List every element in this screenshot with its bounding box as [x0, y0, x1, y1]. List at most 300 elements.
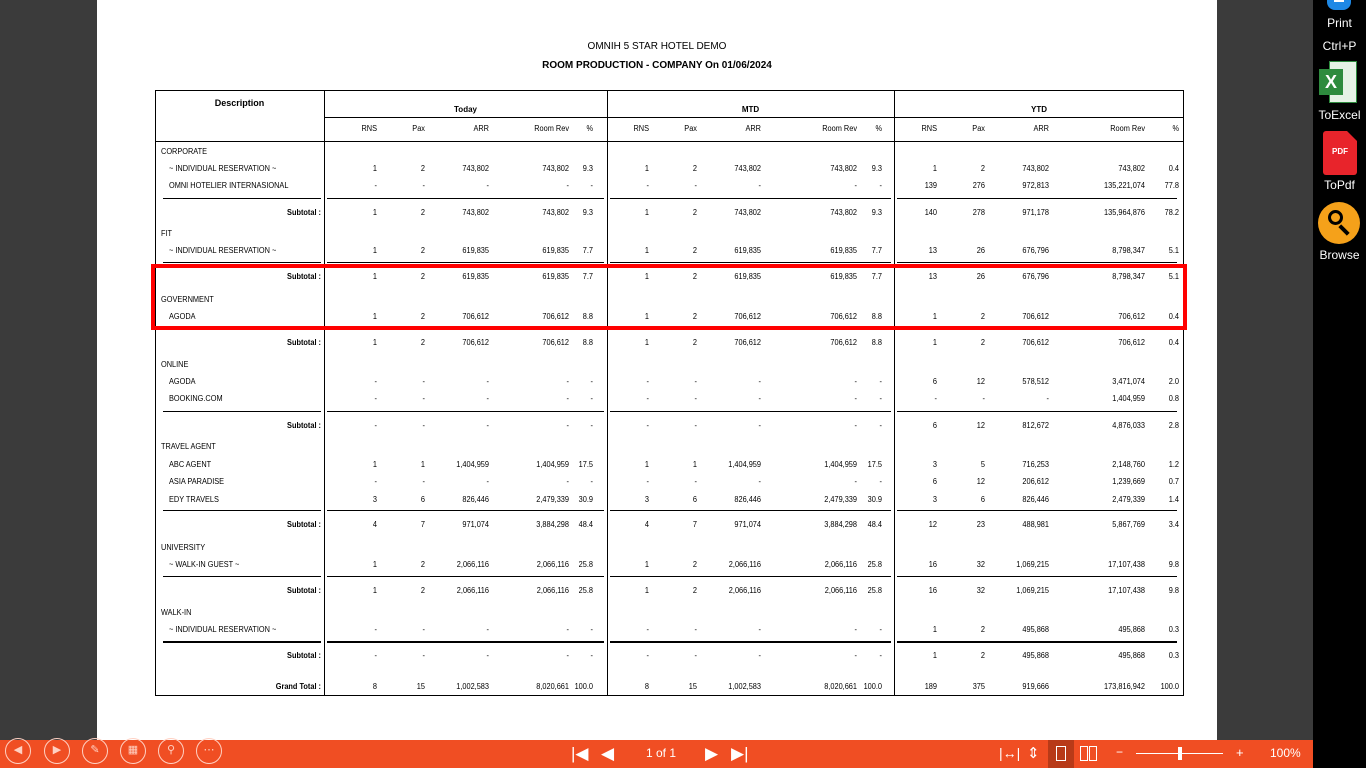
table-cell: 619,835	[830, 246, 857, 255]
table-cell: -	[646, 421, 649, 430]
item-label: AGODA	[169, 312, 196, 321]
table-cell: 140	[924, 208, 937, 217]
next-circle-icon[interactable]: ▶	[44, 738, 70, 764]
table-cell: 619,835	[542, 272, 569, 281]
table-cell: 578,512	[1022, 377, 1049, 386]
table-cell: 743,802	[1118, 164, 1145, 173]
table-cell: 23	[976, 520, 985, 529]
zoom-level: 100%	[1270, 746, 1301, 760]
table-cell: -	[374, 651, 377, 660]
table-cell: -	[422, 421, 425, 430]
subtotal-label: Subtotal :	[287, 208, 321, 217]
table-cell: 495,868	[1118, 625, 1145, 634]
table-cell: 3	[644, 495, 649, 504]
to-pdf-button[interactable]	[1313, 128, 1366, 194]
table-cell: -	[934, 394, 937, 403]
table-cell: 1,404,959	[1112, 394, 1145, 403]
column-header-arr: ARR	[1033, 124, 1049, 133]
table-cell: -	[566, 181, 569, 190]
table-cell: 1	[932, 338, 937, 347]
subtotal-line	[610, 262, 891, 263]
table-cell: 1	[372, 246, 377, 255]
table-cell: 1	[932, 651, 937, 660]
table-cell: -	[758, 181, 761, 190]
table-cell: 8,020,661	[536, 682, 569, 691]
table-cell: 6	[420, 495, 425, 504]
column-header-roomrev: Room Rev	[822, 124, 857, 133]
table-cell: 6	[932, 421, 937, 430]
table-cell: 488,981	[1022, 520, 1049, 529]
table-cell: 135,964,876	[1104, 208, 1145, 217]
table-cell: -	[486, 377, 489, 386]
table-cell: -	[758, 625, 761, 634]
edit-icon[interactable]: ✎	[82, 738, 108, 764]
table-cell: -	[566, 651, 569, 660]
subtotal-line	[610, 576, 891, 577]
table-cell: 2	[420, 586, 425, 595]
table-cell: -	[694, 394, 697, 403]
table-cell: 826,446	[1022, 495, 1049, 504]
table-cell: 375	[972, 682, 985, 691]
subtotal-line	[163, 411, 321, 412]
table-cell: 1	[372, 560, 377, 569]
table-cell: -	[566, 477, 569, 486]
table-cell: -	[758, 421, 761, 430]
table-cell: 0.4	[1168, 164, 1179, 173]
table-cell: -	[646, 625, 649, 634]
grandtotal-line	[610, 642, 891, 643]
two-page-icon[interactable]	[1078, 746, 1098, 761]
table-cell: 743,802	[542, 208, 569, 217]
first-page-icon[interactable]: |◀	[571, 744, 589, 763]
table-cell: -	[854, 181, 857, 190]
table-cell: 9.3	[871, 208, 882, 217]
table-cell: -	[486, 651, 489, 660]
table-cell: 743,802	[462, 208, 489, 217]
item-label: ~ INDIVIDUAL RESERVATION ~	[169, 164, 277, 173]
table-cell: 676,796	[1022, 272, 1049, 281]
table-cell: 2.0	[1168, 377, 1179, 386]
table-cell: 919,666	[1022, 682, 1049, 691]
subtotal-label: Subtotal :	[287, 421, 321, 430]
table-cell: 619,835	[734, 272, 761, 281]
table-cell: 6	[932, 477, 937, 486]
table-cell: 2	[420, 560, 425, 569]
table-cell: 3	[932, 460, 937, 469]
subtotal-label: Subtotal :	[287, 520, 321, 529]
column-header-arr: ARR	[745, 124, 761, 133]
table-cell: -	[854, 377, 857, 386]
table-cell: 8.8	[582, 312, 593, 321]
column-header-roomrev: Room Rev	[534, 124, 569, 133]
print-button[interactable]	[1313, 0, 1366, 56]
excel-icon: X	[1319, 61, 1359, 105]
table-cell: -	[879, 377, 882, 386]
table-cell: 1	[644, 338, 649, 347]
table-cell: -	[374, 421, 377, 430]
table-cell: 2	[692, 338, 697, 347]
print-label: Print	[1327, 16, 1352, 30]
table-cell: 2	[420, 272, 425, 281]
table-cell: -	[590, 181, 593, 190]
table-cell: -	[694, 421, 697, 430]
table-cell: 17,107,438	[1108, 560, 1145, 569]
table-cell: 2	[980, 651, 985, 660]
table-cell: 5.1	[1168, 246, 1179, 255]
table-cell: 4	[644, 520, 649, 529]
table-cell: 3	[372, 495, 377, 504]
table-cell: 1	[372, 272, 377, 281]
table-cell: -	[982, 394, 985, 403]
table-cell: 706,612	[542, 338, 569, 347]
table-cell: 1	[644, 312, 649, 321]
table-cell: -	[590, 421, 593, 430]
table-cell: 8,020,661	[824, 682, 857, 691]
table-cell: 206,612	[1022, 477, 1049, 486]
subtotal-line	[163, 510, 321, 511]
table-cell: -	[422, 625, 425, 634]
table-cell: -	[646, 377, 649, 386]
table-cell: -	[854, 651, 857, 660]
table-cell: 1,404,959	[456, 460, 489, 469]
table-cell: 77.8	[1164, 181, 1179, 190]
table-cell: -	[486, 181, 489, 190]
subtotal-line	[897, 576, 1177, 577]
zoom-out-button[interactable]: −	[1116, 745, 1124, 759]
subtotal-line	[163, 262, 321, 263]
table-cell: 7	[692, 520, 697, 529]
table-cell: -	[374, 394, 377, 403]
table-cell: -	[374, 625, 377, 634]
grand-total-label: Grand Total :	[275, 682, 321, 691]
last-page-icon[interactable]: ▶|	[731, 744, 749, 763]
bottom-toolbar	[0, 740, 1313, 768]
print-icon	[1327, 0, 1351, 10]
table-cell: -	[694, 625, 697, 634]
table-cell: -	[486, 421, 489, 430]
table-cell: 276	[972, 181, 985, 190]
item-label: ~ INDIVIDUAL RESERVATION ~	[169, 246, 277, 255]
highlight-box	[151, 264, 1187, 330]
table-cell: 278	[972, 208, 985, 217]
table-cell: 743,802	[734, 164, 761, 173]
table-cell: 100.0	[574, 682, 593, 691]
column-header-pax: Pax	[972, 124, 985, 133]
group-header-mtd: MTD	[741, 105, 760, 114]
column-header-rns: RNS	[921, 124, 937, 133]
table-cell: 619,835	[462, 272, 489, 281]
subtotal-line	[163, 198, 321, 199]
column-header-pax: Pax	[684, 124, 697, 133]
table-cell: 5	[980, 460, 985, 469]
fit-width-icon[interactable]: |↔|	[999, 745, 1021, 761]
subtotal-line	[897, 510, 1177, 511]
table-cell: 706,612	[734, 312, 761, 321]
grandtotal-line	[897, 642, 1177, 643]
table-cell: -	[758, 651, 761, 660]
table-cell: 2	[420, 338, 425, 347]
table-cell: 619,835	[830, 272, 857, 281]
table-cell: 2,066,116	[456, 586, 489, 595]
column-header-rns: RNS	[361, 124, 377, 133]
print-shortcut: Ctrl+P	[1322, 39, 1357, 53]
table-cell: -	[646, 651, 649, 660]
category-label: CORPORATE	[161, 147, 208, 156]
subtotal-line	[897, 198, 1177, 199]
table-cell: 25.8	[578, 586, 593, 595]
table-cell: 12	[928, 520, 937, 529]
table-cell: 1	[644, 586, 649, 595]
zoom-slider-thumb[interactable]	[1178, 747, 1182, 760]
thumbnails-icon[interactable]: ▦	[120, 738, 146, 764]
table-cell: 8	[372, 682, 377, 691]
table-cell: 743,802	[830, 164, 857, 173]
table-cell: -	[566, 377, 569, 386]
table-cell: 2	[420, 208, 425, 217]
single-page-icon[interactable]	[1048, 740, 1074, 768]
table-cell: 2,479,339	[536, 495, 569, 504]
item-label: ASIA PARADISE	[169, 477, 225, 486]
table-cell: 2	[692, 560, 697, 569]
table-cell: 0.3	[1168, 625, 1179, 634]
table-cell: 12	[976, 377, 985, 386]
table-cell: 100.0	[863, 682, 882, 691]
table-cell: -	[422, 394, 425, 403]
table-cell: 7.7	[582, 272, 593, 281]
table-cell: 1	[644, 560, 649, 569]
table-cell: 173,816,942	[1104, 682, 1145, 691]
table-cell: -	[646, 181, 649, 190]
item-label: OMNI HOTELIER INTERNASIONAL	[169, 181, 289, 190]
zoom-slider[interactable]	[1136, 753, 1223, 754]
table-cell: 1.4	[1168, 495, 1179, 504]
prev-circle-icon[interactable]: ◀	[5, 738, 31, 764]
table-cell: -	[854, 477, 857, 486]
table-cell: -	[854, 421, 857, 430]
table-cell: 4,876,033	[1112, 421, 1145, 430]
table-cell: -	[590, 477, 593, 486]
subtotal-line	[327, 576, 604, 577]
table-cell: -	[590, 377, 593, 386]
grandtotal-line	[163, 642, 321, 643]
table-cell: 17.5	[578, 460, 593, 469]
category-label: ONLINE	[161, 360, 189, 369]
table-cell: 2,479,339	[1112, 495, 1145, 504]
table-cell: 8	[644, 682, 649, 691]
table-cell: 5,867,769	[1112, 520, 1145, 529]
header-bottom-line	[155, 141, 1184, 142]
table-cell: -	[694, 377, 697, 386]
search-icon[interactable]: ⚲	[158, 738, 184, 764]
table-cell: 1.2	[1168, 460, 1179, 469]
table-cell: -	[694, 477, 697, 486]
table-cell: -	[374, 477, 377, 486]
table-cell: 17,107,438	[1108, 586, 1145, 595]
table-cell: 9.3	[582, 164, 593, 173]
subtotal-label: Subtotal :	[287, 338, 321, 347]
table-cell: 0.4	[1168, 338, 1179, 347]
item-label: AGODA	[169, 377, 196, 386]
table-cell: 9.8	[1168, 586, 1179, 595]
subtotal-line	[610, 198, 891, 199]
table-cell: 1	[932, 312, 937, 321]
table-cell: 495,868	[1118, 651, 1145, 660]
table-cell: 17.5	[867, 460, 882, 469]
table-cell: 826,446	[734, 495, 761, 504]
table-cell: 1	[372, 164, 377, 173]
table-cell: 706,612	[1022, 338, 1049, 347]
table-cell: 495,868	[1022, 625, 1049, 634]
table-cell: 2	[980, 164, 985, 173]
table-cell: 13	[928, 246, 937, 255]
column-header-: %	[586, 124, 593, 133]
table-cell: 2	[420, 164, 425, 173]
next-page-icon[interactable]: ▶	[705, 744, 719, 763]
item-label: EDY TRAVELS	[169, 495, 219, 504]
table-cell: 78.2	[1164, 208, 1179, 217]
table-cell: 1	[644, 272, 649, 281]
grandtotal-line	[327, 642, 604, 643]
table-cell: 6	[692, 495, 697, 504]
table-cell: 25.8	[867, 586, 882, 595]
table-cell: -	[758, 394, 761, 403]
table-cell: 48.4	[867, 520, 882, 529]
table-cell: 619,835	[462, 246, 489, 255]
browse-button[interactable]	[1313, 198, 1366, 264]
table-cell: 2,479,339	[824, 495, 857, 504]
table-cell: 706,612	[830, 338, 857, 347]
fit-height-icon[interactable]: ⇕	[1027, 745, 1040, 762]
table-cell: 706,612	[542, 312, 569, 321]
table-cell: -	[879, 421, 882, 430]
hotel-name: OMNIH 5 STAR HOTEL DEMO	[587, 41, 727, 52]
table-cell: 3,884,298	[824, 520, 857, 529]
report-title: ROOM PRODUCTION - COMPANY On 01/06/2024	[542, 60, 772, 71]
table-cell: -	[486, 394, 489, 403]
table-cell: 2,066,116	[728, 560, 761, 569]
table-cell: 1,404,959	[536, 460, 569, 469]
prev-page-icon[interactable]: ◀	[601, 744, 615, 763]
table-cell: 1	[644, 246, 649, 255]
table-cell: -	[422, 651, 425, 660]
table-cell: -	[486, 625, 489, 634]
table-cell: -	[758, 377, 761, 386]
action-sidebar	[1313, 0, 1366, 768]
table-cell: -	[879, 651, 882, 660]
table-cell: -	[879, 181, 882, 190]
table-cell: 26	[976, 272, 985, 281]
table-cell: 8.8	[582, 338, 593, 347]
table-cell: 743,802	[462, 164, 489, 173]
table-cell: 1	[420, 460, 425, 469]
more-icon[interactable]: ⋯	[196, 738, 222, 764]
table-cell: 1	[372, 586, 377, 595]
table-cell: 971,178	[1022, 208, 1049, 217]
table-cell: 26	[976, 246, 985, 255]
table-cell: 30.9	[867, 495, 882, 504]
table-cell: 9.3	[582, 208, 593, 217]
table-cell: 16	[928, 560, 937, 569]
table-cell: 2	[692, 312, 697, 321]
category-label: UNIVERSITY	[161, 543, 206, 552]
table-cell: -	[646, 394, 649, 403]
column-header-arr: ARR	[473, 124, 489, 133]
table-cell: 189	[924, 682, 937, 691]
page-indicator: 1 of 1	[646, 746, 677, 760]
to-excel-button[interactable]	[1313, 58, 1366, 124]
table-cell: 812,672	[1022, 421, 1049, 430]
table-cell: 2,066,116	[536, 560, 569, 569]
item-label: ~ WALK-IN GUEST ~	[169, 560, 240, 569]
table-cell: 30.9	[578, 495, 593, 504]
table-cell: 1,069,215	[1016, 586, 1049, 595]
item-label: ABC AGENT	[169, 460, 212, 469]
subtotal-line	[327, 510, 604, 511]
table-cell: 706,612	[462, 338, 489, 347]
table-cell: 1	[372, 338, 377, 347]
subtotal-line	[610, 510, 891, 511]
table-cell: 8.8	[871, 312, 882, 321]
table-cell: 1	[692, 460, 697, 469]
table-cell: 1,404,959	[728, 460, 761, 469]
table-cell: 706,612	[734, 338, 761, 347]
table-cell: 716,253	[1022, 460, 1049, 469]
table-cell: 676,796	[1022, 246, 1049, 255]
table-cell: 971,074	[462, 520, 489, 529]
table-cell: 706,612	[1118, 312, 1145, 321]
table-cell: 2	[420, 246, 425, 255]
pdf-label: ToPdf	[1324, 178, 1355, 192]
table-cell: 16	[928, 586, 937, 595]
table-cell: -	[374, 377, 377, 386]
table-cell: -	[422, 181, 425, 190]
table-cell: -	[879, 477, 882, 486]
table-cell: -	[486, 477, 489, 486]
table-cell: 1	[932, 164, 937, 173]
table-cell: 1,239,669	[1112, 477, 1145, 486]
category-label: WALK-IN	[161, 608, 192, 617]
table-cell: 7.7	[871, 272, 882, 281]
table-cell: 1,002,583	[456, 682, 489, 691]
table-cell: 706,612	[830, 312, 857, 321]
subtotal-line	[897, 411, 1177, 412]
table-cell: 3.4	[1168, 520, 1179, 529]
table-cell: 619,835	[734, 246, 761, 255]
table-cell: 971,074	[734, 520, 761, 529]
table-cell: 13	[928, 272, 937, 281]
table-cell: -	[1046, 394, 1049, 403]
table-cell: 7.7	[871, 246, 882, 255]
table-cell: 743,802	[734, 208, 761, 217]
table-cell: -	[854, 625, 857, 634]
column-header-: %	[875, 124, 882, 133]
table-cell: 7	[420, 520, 425, 529]
table-cell: 1	[372, 208, 377, 217]
pdf-icon: PDF	[1323, 131, 1357, 175]
table-cell: -	[590, 651, 593, 660]
table-cell: 6	[932, 377, 937, 386]
table-cell: -	[374, 181, 377, 190]
zoom-in-button[interactable]: +	[1236, 745, 1244, 760]
table-cell: 826,446	[462, 495, 489, 504]
table-cell: 2	[980, 312, 985, 321]
table-cell: 495,868	[1022, 651, 1049, 660]
table-cell: -	[590, 625, 593, 634]
table-cell: 48.4	[578, 520, 593, 529]
table-cell: 8,798,347	[1112, 272, 1145, 281]
table-cell: -	[879, 394, 882, 403]
table-cell: 0.3	[1168, 651, 1179, 660]
